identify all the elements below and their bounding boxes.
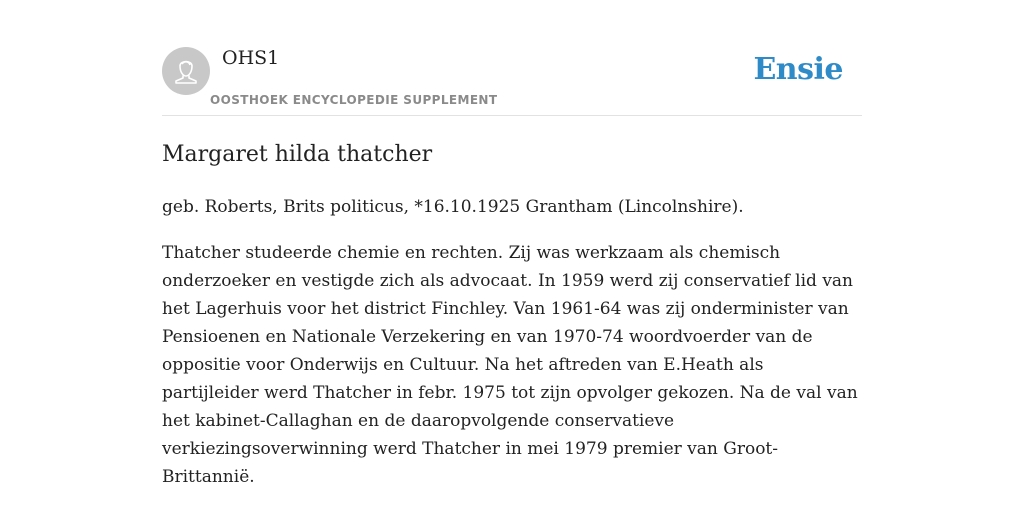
brand-logo[interactable]: Ensie <box>753 52 843 87</box>
author-avatar[interactable] <box>162 47 210 95</box>
source-label[interactable]: OOSTHOEK ENCYCLOPEDIE SUPPLEMENT <box>210 93 498 107</box>
user-icon <box>162 47 210 95</box>
entry-header <box>162 46 862 116</box>
author-name[interactable]: OHS1 <box>222 47 280 69</box>
entry-body: Thatcher studeerde chemie en rechten. Zij was werkzaam als chemisch onderzoeker en vestigde zich als advocaat. In 1959 werd zij conservatief lid van het Lagerhuis voor het district Finchley. Van 1961-64 was zij onderminister van Pensioenen en Nationale Verzekering en van 1970-74 woordvoerder van de oppositie voor Onderwijs en Cultuur. Na het aftreden van E.Heath als partijleider werd Thatcher in febr. 1975 tot zijn opvolger gekozen. Na de val van het kabinet-Callaghan en de daaropvolgende conservatieve verkiezingsoverwinning werd Thatcher in mei 1979 premier van Groot-Brittannië. <box>162 243 858 487</box>
entry-title: Margaret hilda thatcher <box>162 142 433 167</box>
entry-intro: geb. Roberts, Brits politicus, *16.10.1925 Grantham (Lincolnshire). <box>162 197 744 217</box>
